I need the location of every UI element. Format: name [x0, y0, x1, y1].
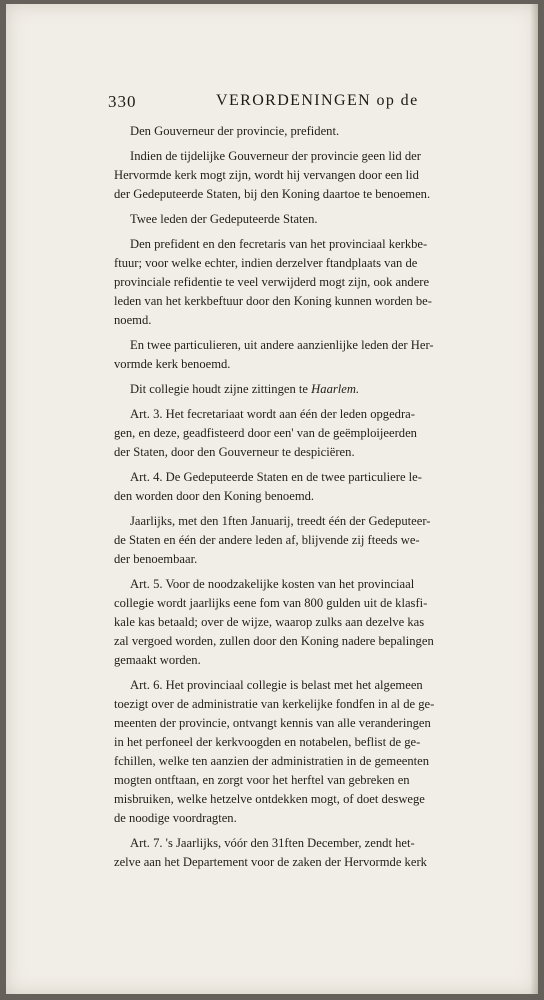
- text-line: vormde kerk benoemd.: [114, 357, 231, 371]
- paragraph: [114, 468, 506, 506]
- text-line: der Staten, door den Gouverneur te despiciëren.: [114, 445, 355, 459]
- text-line: Art. 7. 's Jaarlijks, vóór den 31ften December, zendt het-: [130, 836, 415, 850]
- paragraph: [114, 235, 506, 330]
- paragraph: [114, 210, 506, 229]
- paragraph: [114, 405, 506, 462]
- text-line: Den prefident en den fecretaris van het provinciaal kerkbe-: [130, 237, 428, 251]
- paragraph: [114, 380, 506, 399]
- text-line: Den Gouverneur der provincie, prefident.: [130, 124, 340, 138]
- paragraph: [114, 834, 506, 872]
- text-line: meenten der provincie, ontvangt kennis van alle veranderingen: [114, 716, 431, 730]
- text-line: [114, 380, 506, 399]
- text-line: kale kas betaald; over de wijze, waarop zulks aan dezelve kas: [114, 615, 425, 629]
- text-line: zal vergoed worden, zullen door den Koning nadere bepalingen: [114, 634, 434, 648]
- text-line: zelve aan het Departement voor de zaken der Hervormde kerk: [114, 855, 427, 869]
- text-line-start: Dit collegie houdt zijne zittingen te: [130, 382, 312, 396]
- text-line: Indien de tijdelijke Gouverneur der provincie geen lid der: [130, 149, 421, 163]
- text-line: misbruiken, welke hetzelve ontdekken mogt, of doet deswege: [114, 792, 425, 806]
- body-text: [114, 122, 506, 878]
- text-line: toezigt over de administratie van kerkelijke fondfen in al de ge-: [114, 697, 435, 711]
- page-number: 330: [108, 92, 137, 111]
- text-line: En twee particulieren, uit andere aanzienlijke leden der Her-: [130, 338, 434, 352]
- text-line: noemd.: [114, 313, 152, 327]
- text-line: Art. 3. Het fecretariaat wordt aan één der leden opgedra-: [130, 407, 415, 421]
- text-line: Jaarlijks, met den 1ften Januarij, treedt één der Gedeputeer-: [130, 514, 431, 528]
- text-line: der Gedeputeerde Staten, bij den Koning daartoe te benoemen.: [114, 187, 431, 201]
- text-line: fchillen, welke ten aanzien der administratien in de gemeenten: [114, 754, 430, 768]
- text-line: gen, en deze, geadfisteerd door een' van de geëmploijeerden: [114, 426, 417, 440]
- paragraph: [114, 336, 506, 374]
- text-line: leden van het kerkbeftuur door den Koning kunnen worden be-: [114, 294, 432, 308]
- text-line: Art. 4. De Gedeputeerde Staten en de twee particuliere le-: [130, 470, 422, 484]
- place-name: Haarlem.: [311, 382, 360, 396]
- page-header: [108, 92, 508, 114]
- text-line: provinciale refidentie te veel verwijderd mogt zijn, ook andere: [114, 275, 430, 289]
- paragraph: [114, 676, 506, 828]
- paragraph: [114, 575, 506, 670]
- text-line: Art. 6. Het provinciaal collegie is belast met het algemeen: [130, 678, 423, 692]
- text-line: gemaakt worden.: [114, 653, 201, 667]
- text-line: Art. 5. Voor de noodzakelijke kosten van het provinciaal: [130, 577, 415, 591]
- text-line: de noodige voordragten.: [114, 811, 237, 825]
- running-head: VERORDENINGEN op de: [216, 92, 419, 109]
- text-line: de Staten en één der andere leden af, blijvende zij fteeds we-: [114, 533, 420, 547]
- text-line: Twee leden der Gedeputeerde Staten.: [130, 212, 318, 226]
- paragraph: [114, 147, 506, 204]
- text-line: collegie wordt jaarlijks eene fom van 800 gulden uit de klasfi-: [114, 596, 428, 610]
- text-line: ftuur; voor welke echter, indien derzelver ftandplaats van de: [114, 256, 418, 270]
- text-line: den worden door den Koning benoemd.: [114, 489, 315, 503]
- text-line: mogten ontftaan, en zorgt voor het herftel van gebreken en: [114, 773, 410, 787]
- text-line: der benoembaar.: [114, 552, 198, 566]
- page-gutter-shadow: [530, 4, 538, 994]
- paragraph: [114, 122, 506, 141]
- text-line: Hervormde kerk mogt zijn, wordt hij vervangen door een lid: [114, 168, 419, 182]
- paragraph: [114, 512, 506, 569]
- text-line: in het perfoneel der kerkvoogden en notabelen, beflist de ge-: [114, 735, 421, 749]
